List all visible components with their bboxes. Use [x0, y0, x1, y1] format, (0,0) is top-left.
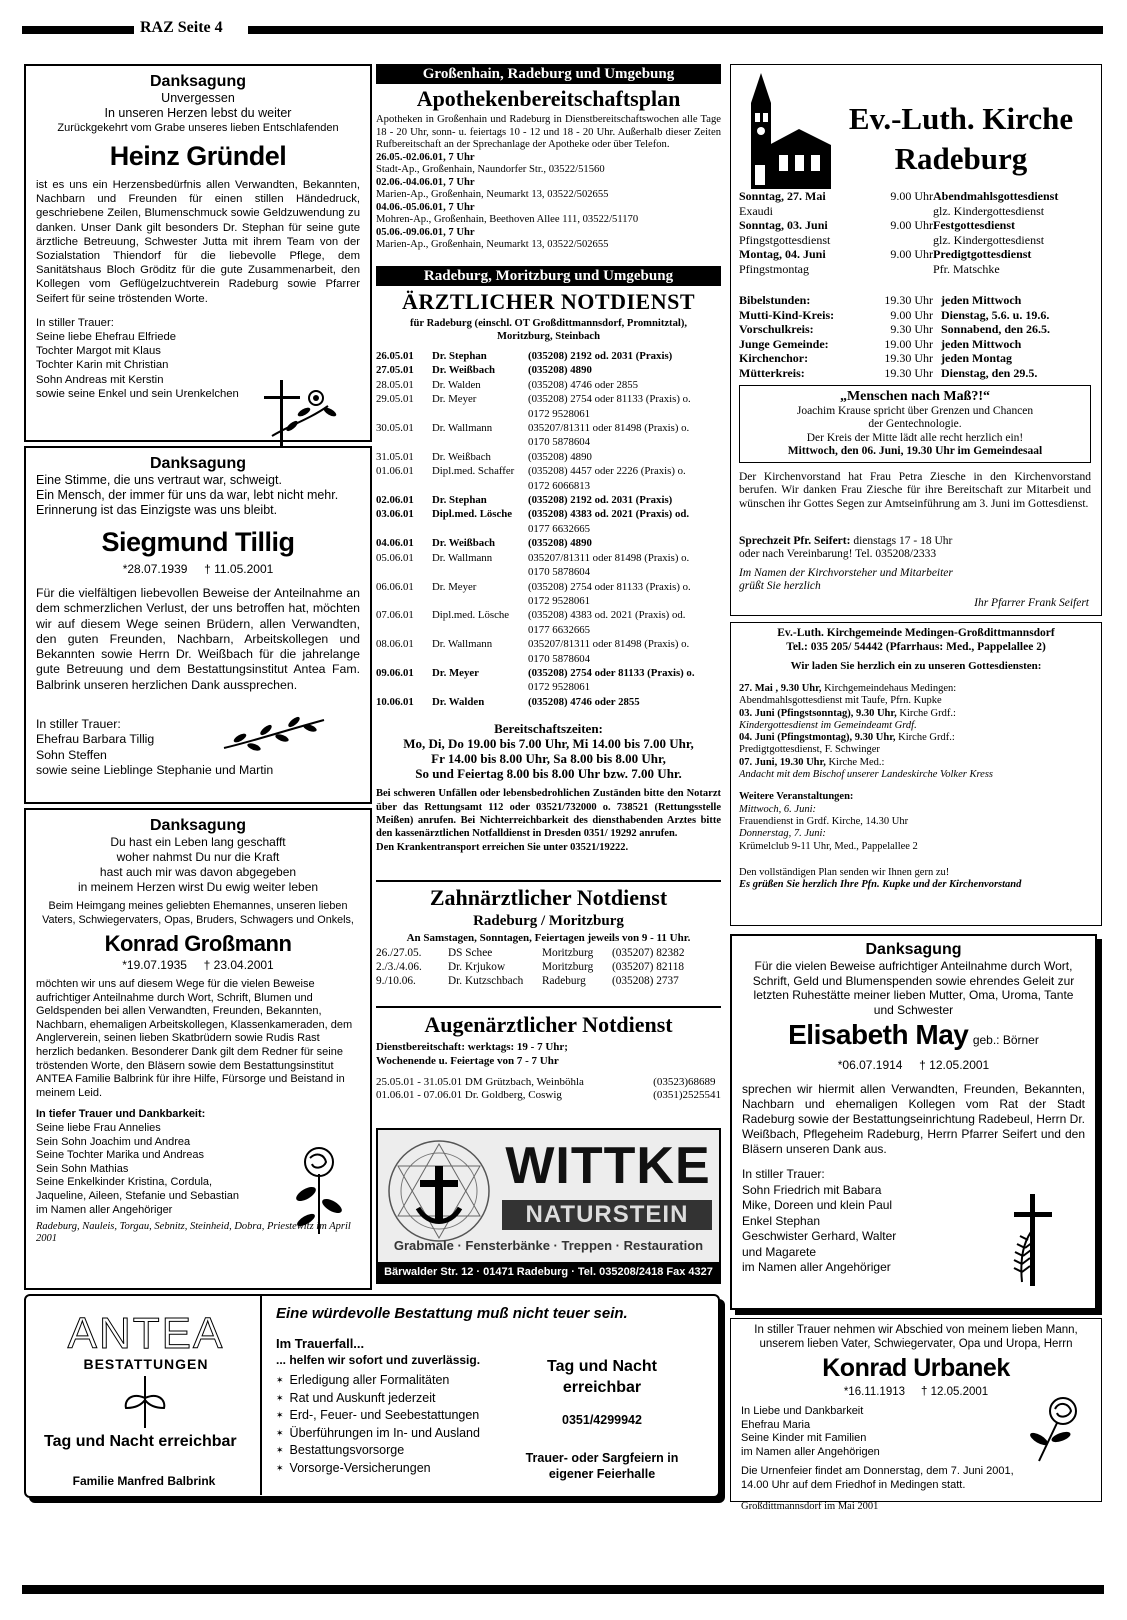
grossmann-dates: *19.07.1935 † 23.04.2001	[122, 958, 274, 972]
grossmann-intro: Beim Heimgang meines geliebten Ehemannes, unseren lieben Vaters, Schwiegervaters, Opas, Bruders, Schwagers und Onkels,	[42, 900, 354, 926]
table-row: 2./3./4.06. Dr. Krjukow Moritzburg (035207) 82118	[376, 961, 685, 973]
urbanek-mourners: In Liebe und Dankbarkeit Ehefrau Maria Seine Kinder mit Familien im Namen aller Angehörigen	[741, 1405, 880, 1458]
table-row: Mutti-Kind-Kreis: 9.00 Uhr Dienstag, 5.6. u. 19.6.	[739, 307, 1050, 322]
notdienst-sub: für Radeburg (einschl. OT Großdittmannsdorf, Promnitztal), Moritzburg, Steinbach	[409, 318, 688, 342]
augen-lines: Dienstbereitschaft: werktags: 19 - 7 Uhr; Wochenende u. Feiertage von 7 - 7 Uhr	[376, 1041, 568, 1067]
cross-palm-icon	[1004, 1192, 1064, 1288]
table-row: Sonntag, 27. Mai 9.00 Uhr Abendmahlsgottesdienst Exaudi glz. Kindergottesdienst	[739, 189, 1059, 218]
table-row: Kirchenchor: 19.30 Uhr jeden Montag	[739, 351, 1012, 366]
table-row: 05.06.01 Dr. Wallmann 035207/81311 oder 81498 (Praxis) o. 0170 5878604	[376, 551, 690, 579]
table-row: Sonntag, 03. Juni 9.00 Uhr Festgottesdienst Pfingstgottesdienst glz. Kindergottesdienst	[739, 218, 1045, 247]
notdienst-title: ÄRZTLICHER NOTDIENST	[401, 289, 695, 314]
antea-case: Im Trauerfall...	[276, 1336, 365, 1351]
zahn-table	[376, 946, 721, 988]
footer-rule	[22, 1585, 1104, 1594]
wittke-name: WITTKE	[505, 1137, 711, 1195]
medingen-box	[730, 622, 1102, 926]
header-rule-left	[22, 26, 134, 34]
notdienst-note2: Den Krankentransport erreichen Sie unter 03521/19222.	[376, 841, 629, 853]
kirche-signature: Ihr Pfarrer Frank Seifert	[974, 597, 1089, 609]
kirche-event: „Menschen nach Maß?!“ Joachim Krause spricht über Grenzen und Chancen der Gentechnologie. Der Kreis der Mitte lädt alle recht herzlich ein! Mittwoch, den 06. Juni, 19.30 Uhr im Gemeindesaal	[739, 385, 1091, 463]
header-rule-right	[248, 26, 1103, 34]
list-item: ✶ Überführungen im In- und Ausland	[276, 1425, 480, 1443]
medingen-footer: Den vollständigen Plan senden wir Ihnen gern zu!	[739, 866, 950, 878]
may-name-line	[742, 1017, 1085, 1058]
list-item: ✶ Vorsorge-Versicherungen	[276, 1460, 480, 1478]
may-mourners: In stiller Trauer: Sohn Friedrich mit Babara Mike, Doreen und klein Paul Enkel Stephan Geschwister Gerhard, Walter und Magarete im Namen aller Angehöriger	[742, 1167, 897, 1274]
table-row: Vorschulkreis: 9.30 Uhr Sonnabend, den 26.5.	[739, 322, 1051, 337]
kirche-services	[739, 189, 1093, 277]
medingen-invite: Wir laden Sie herzlich ein zu unseren Gottesdiensten:	[790, 660, 1042, 672]
table-row: Junge Gemeinde: 19.00 Uhr jeden Mittwoch	[739, 336, 1022, 351]
divider	[376, 1006, 721, 1008]
gruendel-body: ist es uns ein Herzensbedürfnis allen Verwandten, Bekannten, Nachbarn und Freunden für einen stillen Händedruck, geschriebene Zeilen, Blumenschmuck sowie Geldzuwendung zu danken. Unser Dank gilt besonders Dr. Stephan für seine gute ärztliche Betreuung, Schwester Jutta mit ihrem Team von der Sozialstation Thiendorf für die liebevolle Pflege, dem Sanitätshaus Bloch Gröditz für die gute Zusammenarbeit, den Kollegen vom Geflügelzuchtverein Radeburg sowie Pfarrer Seifert für seine tröstenden Worte.	[36, 179, 360, 305]
may-title: Danksagung	[865, 941, 962, 958]
antea-left-bottom: Tag und Nacht erreichbar	[44, 1433, 237, 1450]
zahn-title: Zahnärztlicher Notdienst	[429, 885, 668, 910]
gruendel-name: Heinz Gründel	[109, 141, 287, 171]
tillig-dates: *28.07.1939 † 11.05.2001	[122, 562, 274, 576]
grossmann-name: Konrad Großmann	[104, 931, 292, 956]
branch-icon	[220, 714, 330, 754]
augen-title: Augenärztlicher Notdienst	[424, 1012, 673, 1037]
wittke-sub: NATURSTEIN	[502, 1200, 712, 1230]
urbanek-name: Konrad Urbanek	[822, 1354, 1010, 1382]
wittke-logo-icon	[384, 1136, 494, 1246]
list-item: Donnerstag, 7. Juni:	[739, 828, 826, 840]
apotheke-bar: Großenhain, Radeburg und Umgebung	[376, 64, 721, 84]
grossmann-body: möchten wir uns auf diesem Wege für die vielen Beweise aufrichtiger Anteilnahme durch Wort, Schrift, Blumen und Geldspenden bei allen Verwandten, Freunden, Bekannten, Nachbarn, ehemaligen Arbeitskollegen, Klassenkameraden, dem Anglerverein, seinen lieben Skatbrüdern sowie Rudis Rast herzlich bedanken. Besonderer Dank gilt dem Redner für seine tröstenden Worte, den Bläsern sowie dem Bestattungsinstitut ANTEA Familie Balbrink für ihre Hilfe, Fürsorge und Beistand in meinem Leid.	[36, 978, 353, 1099]
medingen-tel: Tel.: 035 205/ 54442 (Pfarrhaus: Med., Pappelallee 2)	[786, 640, 1046, 653]
notdienst-table	[376, 349, 721, 709]
antea-logo-panel	[26, 1296, 262, 1495]
table-row: 08.06.01 Dr. Wallmann 035207/81311 oder 81498 (Praxis) o. 0170 5878604	[376, 638, 690, 665]
may-born: geb.: Börner	[972, 1033, 1039, 1047]
kirche-sprechzeit: Sprechzeit Pfr. Seifert: dienstags 17 - 18 Uhr oder nach Vereinbarung! Tel. 035208/2333	[739, 535, 953, 561]
rose-icon	[288, 1144, 350, 1238]
obituary-urbanek	[730, 1318, 1102, 1512]
cross-flower-icon	[258, 376, 354, 452]
kirche-title: Ev.-Luth. Kirche Radeburg	[848, 101, 1074, 176]
gruendel-motto-2: In unseren Herzen lebst du weiter	[104, 106, 292, 120]
antea-slogan: Eine würdevolle Bestattung muß nicht teuer sein.	[276, 1305, 628, 1322]
table-row: 06.06.01 Dr. Meyer (035208) 2754 oder 81133 (Praxis) o. 0172 9528061	[376, 580, 691, 607]
tillig-motto: Eine Stimme, die uns vertraut war, schweigt. Ein Mensch, der immer für uns da war, lebt nicht mehr. Erinnerung ist das Einzigste was uns bleibt.	[36, 473, 339, 517]
table-row: 26./27.05. DS Schee Moritzburg (035207) 82382	[376, 947, 685, 959]
tillig-title: Danksagung	[149, 455, 246, 472]
antea-service-list	[276, 1372, 480, 1477]
antea-phone: 0351/4299942	[562, 1413, 642, 1427]
obituary-grossmann	[24, 808, 372, 1290]
antea-logo-sub: BESTATTUNGEN	[83, 1356, 209, 1372]
list-item: ✶ Erledigung aller Formalitäten	[276, 1372, 480, 1390]
wittke-services: Grabmale · Fensterbänke · Treppen · Restauration	[393, 1238, 704, 1253]
church-icon	[739, 73, 833, 189]
urbanek-dates: *16.11.1913 † 12.05.2001	[843, 1386, 989, 1398]
antea-halle: Trauer- oder Sargfeiern in eigener Feierhalle	[525, 1451, 679, 1481]
zahn-sub: Radeburg / Moritzburg	[473, 913, 624, 929]
tillig-name: Siegmund Tillig	[101, 527, 295, 557]
table-row: 28.05.01 Dr. Walden (035208) 4746 oder 2855	[376, 378, 639, 391]
table-row: 27.05.01 Dr. Weißbach (035208) 4890	[376, 364, 592, 377]
kirche-radeburg	[730, 64, 1102, 616]
list-item: Krümelclub 9-11 Uhr, Med., Pappelallee 2	[739, 840, 918, 852]
table-row: 10.06.01 Dr. Walden (035208) 4746 oder 2855	[376, 695, 640, 708]
gruendel-title: Danksagung	[149, 73, 246, 90]
may-intro: Für die vielen Beweise aufrichtiger Anteilnahme durch Wort, Schrift, Geld und Blumenspenden sowie ehrendes Geleit zur letzten Ruhestätte meiner lieben Mutter, Oma, Uroma, Tante und Schwester	[752, 959, 1075, 1017]
rose-icon	[1027, 1395, 1085, 1465]
wittke-ad	[376, 1128, 721, 1284]
obituary-tillig	[24, 446, 372, 804]
zahn-line: An Samstagen, Sonntagen, Feiertagen jeweils von 9 - 11 Uhr.	[406, 932, 691, 944]
obituary-gruendel	[24, 64, 372, 442]
gruendel-motto-3: Zurückgekehrt vom Grabe unseres lieben Entschlafenden	[57, 122, 339, 134]
medingen-more-list	[739, 804, 1093, 853]
obituary-may	[730, 934, 1097, 1310]
grossmann-motto: Du hast ein Leben lang geschafft woher nahmst Du nur die Kraft hast auch mir was davon abgegeben in meinem Herzen wirst Du ewig weiter leben	[77, 835, 319, 894]
list-item: Mittwoch, 6. Juni:	[739, 803, 816, 815]
medingen-footer2: Es grüßen Sie herzlich Ihre Pfn. Kupke und der Kirchenvorstand	[739, 879, 1022, 891]
zahn-section	[376, 884, 721, 1004]
may-name: Elisabeth May	[788, 1019, 969, 1050]
table-row: 31.05.01 Dr. Weißbach (035208) 4890	[376, 450, 592, 463]
list-item: Frauendienst in Grdf. Kirche, 14.30 Uhr	[739, 815, 909, 827]
antea-case2: ... helfen wir sofort und zuverlässig.	[276, 1353, 481, 1367]
list-item: ✶ Erd-, Feuer- und Seebestattungen	[276, 1407, 480, 1425]
grossmann-place: Radeburg, Nauleis, Torgau, Sebnitz, Steinheid, Dobra, Priestewitz im April 2001	[36, 1221, 351, 1245]
apotheke-entries: 26.05.-02.06.01, 7 Uhr Stadt-Ap., Großenhain, Naundorfer Str., 03522/51560 02.06.-04.06.01, 7 Uhr Marien-Ap., Großenhain, Neumarkt 13, 03522/502655 04.06.-05.06.01, 7 Uhr Mohren-Ap., Großenhain, Beethoven Allee 111, 03522/51170 05.06.-09.06.01, 7 Uhr Marien-Ap., Großenhain, Neumarkt 13, 03522/502655	[376, 151, 639, 250]
kirche-greeting: Im Namen der Kirchvorsteher und Mitarbeiter grüßt Sie herzlich	[739, 567, 953, 593]
list-item: 04. Juni (Pfingstmontag), 9.30 Uhr, Kirche Grdf.: Predigtgottesdienst, F. Schwinger	[739, 732, 955, 756]
table-row: Bibelstunden: 19.30 Uhr jeden Mittwoch	[739, 293, 1022, 307]
may-dates: *06.07.1914 † 12.05.2001	[837, 1058, 990, 1072]
urbanek-intro: In stiller Trauer nehmen wir Abschied von meinem lieben Mann, unserem lieben Vater, Schwiegervater, Opa und Uropa, Herrn	[754, 1324, 1078, 1350]
divider	[376, 880, 721, 882]
apotheke-intro: Apotheken in Großenhain und Radeburg in Dienstbereitschaftswochen alle Tage 18 - 20 Uhr, sonn- u. feiertags 10 - 12 und 18 - 20 Uhr. Außerhalb dieser Zeiten Rufbereitschaft an der Sprechanlage der Apotheke oder über Telefon.	[376, 114, 721, 150]
table-row: Mütterkreis: 19.30 Uhr Dienstag, den 29.5.	[739, 365, 1038, 380]
grossmann-title: Danksagung	[149, 817, 246, 834]
table-row: 04.06.01 Dr. Weißbach (035208) 4890	[376, 537, 592, 550]
medingen-more: Weitere Veranstaltungen:	[739, 791, 854, 803]
table-row: 02.06.01 Dr. Stephan (035208) 2192 od. 2031 (Praxis)	[376, 494, 673, 507]
gruendel-motto-1: Unvergessen	[161, 91, 235, 105]
notdienst-section	[376, 266, 721, 886]
antea-cross-icon	[122, 1374, 168, 1430]
augen-section	[376, 1010, 721, 1120]
table-row: 30.05.01 Dr. Wallmann 035207/81311 oder 81498 (Praxis) o. 0170 5878604	[376, 422, 690, 449]
tillig-mourners: In stiller Trauer: Ehefrau Barbara Tillig Sohn Steffen sowie seine Lieblinge Stephanie und Martin	[36, 717, 274, 777]
antea-right-title: Tag und Nacht erreichbar	[547, 1358, 657, 1396]
list-item: 07. Juni, 19.30 Uhr, Kirche Med.: Andacht mit dem Bischof unserer Landeskirche Volker Kress	[739, 756, 993, 781]
notdienst-times: Bereitschaftszeiten: Mo, Di, Do 19.00 bis 7.00 Uhr, Mi 14.00 bis 7.00 Uhr, Fr 14.00 bis 8.00 Uhr, Sa 8.00 bis 8.00 Uhr, So und Feiertag 8.00 bis 8.00 Uhr bzw. 7.00 Uhr.	[403, 721, 694, 782]
table-row: Montag, 04. Juni 9.00 Uhr Predigtgottesdienst Pfingstmontag Pfr. Matschke	[739, 247, 1032, 276]
notdienst-bar: Radeburg, Moritzburg und Umgebung	[376, 266, 721, 286]
kirche-groups	[739, 293, 1093, 381]
table-row: 9./10.06. Dr. Kutzschbach Radeburg (035208) 2737	[376, 975, 679, 987]
antea-family: Familie Manfred Balbrink	[72, 1474, 216, 1488]
augen-table: 25.05.01 - 31.05.01 DM Grützbach, Weinböhla (03523)68689 01.06.01 - 07.06.01 Dr. Goldberg, Coswig (0351)2525541	[376, 1076, 721, 1101]
may-body: sprechen wir hiermit allen Verwandten, Freunden, Bekannten, Nachbarn und ehemaligen Kollegen vom Rat der Stadt Radeburg sowie der Bestattungseinrichtung Radebeul, Herrn Dr. Weißbach, Pflegeheim Radeburg, Herrn Pfarrer Seifert und den Bläsern unseren Dank aus.	[742, 1082, 1085, 1156]
table-row: 09.06.01 Dr. Meyer (035208) 2754 oder 81133 (Praxis) o. 0172 9528061	[376, 666, 695, 694]
grossmann-mourners-head: In tiefer Trauer und Dankbarkeit:	[36, 1108, 206, 1121]
notdienst-note: Bei schweren Unfällen oder lebensbedrohlichen Zuständen bitte den Notarzt über das Rettungsamt 112 oder 03521/732000 o. 738521 (Rettungsstelle Meißen) anrufen. Bei Nichterreichbarkeit des diensthabenden Arztes bitte den kassenärztlichen Notfalldienst in Dresden 0351/ 19292 anrufen.	[376, 788, 721, 840]
grossmann-mourners: Seine liebe Frau Annelies Sein Sohn Joachim und Andrea Seine Tochter Marika und Andreas Sein Sohn Mathias Seine Enkelkinder Kristina, Cordula, Jaqueline, Aileen, Stefanie und Sebastian im Namen aller Angehöriger	[36, 1121, 240, 1216]
tillig-body: Für die vielfältigen liebevollen Beweise der Anteilnahme an dem schmerzlichen Verlust, der uns betroffen hat, möchten wir auf diesem Wege seinen Brüdern, allen Verwandten, den guten Freunden, Nachbarn, Arbeitskollegen und Bekannten sowie Herrn Dr. Weißbach für die jahrelange gute Betreuung und dem Bestattungsinstitut Antea Fam. Balbrink unseren herzlichen Dank aussprechen.	[36, 586, 360, 692]
kirche-vorstand: Der Kirchenvorstand hat Frau Petra Ziesche in den Kirchenvorstand berufen. Wir danken Frau Ziesche für ihre Bereitschaft zur Mitarbeit und wünschen ihr Gottes Segen zur Amtseinführung am 3. Juni im Gottesdienst.	[739, 471, 1091, 510]
medingen-title: Ev.-Luth. Kirchgemeinde Medingen-Großdittmannsdorf	[777, 627, 1055, 639]
medingen-items	[739, 683, 1093, 781]
apotheke-title: Apothekenbereitschaftsplan	[416, 86, 681, 111]
list-item: ✶ Rat und Auskunft jederzeit	[276, 1390, 480, 1408]
antea-logo: ANTEA	[67, 1309, 225, 1358]
antea-ad	[24, 1294, 720, 1498]
table-row: 01.06.01 Dipl.med. Schaffer (035208) 4457 oder 2226 (Praxis) o. 0172 6066813	[376, 465, 686, 492]
wittke-address: Bärwalder Str. 12 · 01471 Radeburg · Tel. 035208/2418 Fax 4327	[378, 1262, 719, 1282]
gruendel-mourners: In stiller Trauer: Seine liebe Ehefrau Elfriede Tochter Margot mit Klaus Tochter Karin mit Christian Sohn Andreas mit Kerstin sowie seine Enkel und sein Urenkelchen	[36, 316, 239, 400]
table-row: 29.05.01 Dr. Meyer (035208) 2754 oder 81133 (Praxis) o. 0172 9528061	[376, 393, 691, 420]
urbanek-note: Die Urnenfeier findet am Donnerstag, dem 7. Juni 2001, 14.00 Uhr auf dem Friedhof in Medingen statt.	[741, 1465, 1014, 1491]
list-item: 27. Mai , 9.30 Uhr, Kirchgemeindehaus Medingen: Abendmahlsgottesdienst mit Taufe, Pfrn. Kupke	[739, 683, 957, 707]
urbanek-place: Großdittmannsdorf im Mai 2001	[741, 1501, 879, 1512]
page-header: RAZ Seite 4	[140, 19, 223, 36]
table-row: 03.06.01 Dipl.med. Lösche (035208) 4383 od. 2021 (Praxis) od. 0177 6632665	[376, 508, 690, 535]
list-item: ✶ Bestattungsvorsorge	[276, 1442, 480, 1460]
table-row: 07.06.01 Dipl.med. Lösche (035208) 4383 od. 2021 (Praxis) od. 0177 6632665	[376, 609, 686, 636]
list-item: 03. Juni (Pfingstsonntag), 9.30 Uhr, Kirche Grdf.: Kindergottesdienst im Gemeindeamt Grdf.	[739, 707, 956, 731]
table-row: 26.05.01 Dr. Stephan (035208) 2192 od. 2031 (Praxis)	[376, 350, 673, 362]
